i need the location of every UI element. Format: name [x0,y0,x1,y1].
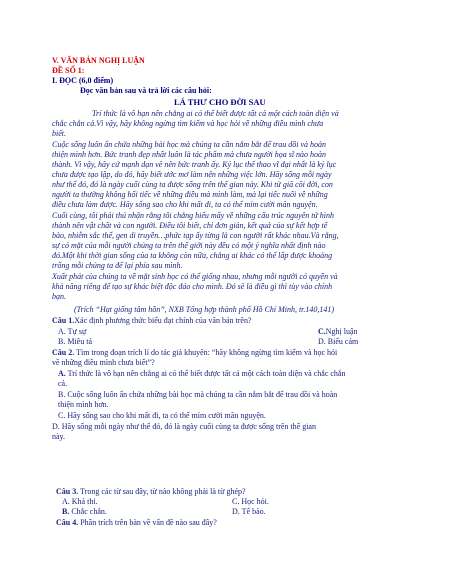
passage-line: thành nên vật chất và con người. Điều tôi biết, chỉ đơn giản, kết quả của sự kết hợp tế [52,221,328,230]
passage-title: LÁ THƯ CHO ĐỜI SAU [174,97,266,107]
q1-option-b[interactable] [58,337,92,347]
option-text: Cuộc sống luôn ẩn chứa những bài học mà chúng ta cần nắm bắt để trau dồi và hoàn [65,390,338,399]
q2-option-d[interactable] [52,422,316,432]
option-text-cont: này. [52,432,66,441]
q2-option-c[interactable] [58,411,266,421]
option-text: Chắc chắn. [69,507,107,516]
question-label: Câu 4. [56,518,79,527]
passage-line: sự có mặt của mỗi người chúng ta trên thế giới này đều có một ý nghĩa nhất định nào [52,241,326,250]
q3-option-c[interactable] [232,497,269,507]
option-text-cont: cả. [58,379,68,388]
option-label: B. [62,507,70,516]
option-text: Học hỏi. [239,497,269,506]
passage-line: Trí thức là vô hạn nên chẳng ai có thể biết được tất cả một cách toàn diện và [92,109,339,118]
passage-line: thành. Vì vậy, hãy cứ mạnh dạn vẽ nên bức tranh ấy. Kỷ lục thế thao vĩ đại nhất là kỷ lục [52,160,337,169]
passage-line: điều chưa làm được. Hãy sống sao cho khi mất đi, ta có thể mỉm cười mãn nguyện. [52,200,318,209]
option-label: D. [318,337,326,346]
option-label: B. [58,390,66,399]
option-text: Hãy sống sao cho khi mất đi, ta có thể mỉm cười mãn nguyện. [65,411,266,420]
question-text: Tìm trong đoạn trích lí do tác giả khuyên: “hãy không ngừng tìm kiếm và học hỏi [74,348,338,357]
question-text-cont: về những điều mình chưa biết”? [52,358,155,367]
passage-line: biết. [52,129,66,138]
passage-line: Xuất phát của chúng ta về mặt sinh học có thể giống nhau, nhưng mỗi người có quyền và [52,272,338,281]
citation: (Trích “Hạt giống tâm hồn”, NXB Tổng hợp thành phố Hồ Chí Minh, tr.140,141) [74,305,335,314]
section-heading: V. VĂN BẢN NGHỊ LUẬN [52,56,145,65]
option-text: Biểu cảm [325,337,359,346]
option-text: Hãy sống mỗi ngày như thể đó, đó là ngày cuối cùng ta được sống trên thế gian [59,422,316,431]
question-4 [56,518,217,528]
passage-line: Cuộc sống luôn ẩn chứa những bài học mà chúng ta cần nắm bắt để trau dồi và hoàn [52,140,327,149]
q3-option-b[interactable] [62,507,107,517]
option-text: Miêu tả [65,337,93,346]
passage-line: Cuối cùng, tôi phải thú nhận rằng tôi chẳng hiểu mấy về những cấu trúc nguyên tử hình [52,211,335,220]
part-heading: I. ĐỌC (6,0 điểm) [52,76,114,85]
passage-line: chắc chắn cả.Vì vậy, hãy không ngừng tìm kiếm và học hỏi về những điều mình chưa [52,119,324,128]
q1-option-a[interactable] [58,327,86,337]
q1-option-d[interactable] [318,337,358,347]
passage-line: bào, nhiễm sắc thể, gen di truyền…phức tạp ấy từng là con người rất khác nhau.Và rằng, [52,231,339,240]
option-label: B. [58,337,66,346]
q2-option-a[interactable] [58,369,345,379]
option-label: D. [52,422,60,431]
passage-line: người ta thường không hối tiếc về những điều mà mình làm, mà lại tiếc nuối về những [52,190,328,199]
option-label: A. [62,497,70,506]
q1-option-c[interactable] [318,327,358,337]
passage-line: đó.Một khi thời gian sống của ta không còn nữa, chẳng ai khác có thể lấp được khoảng [52,251,333,260]
option-text: Nghị luận [325,327,358,336]
question-label: Câu 1. [52,316,75,325]
option-text: Tự sự [65,327,87,336]
q3-option-d[interactable] [232,507,266,517]
question-label: Câu 3. [56,487,79,496]
question-label: Câu 2. [52,348,75,357]
option-label: C. [318,327,326,336]
option-label: D. [232,507,240,516]
passage-line: thiện mình hơn. Bức tranh đẹp nhất luôn là tác phẩm mà chưa người họa sĩ nào hoàn [52,150,327,159]
question-2 [52,348,337,358]
passage-line: bạn. [52,292,66,301]
question-text: Xác định phương thức biểu đạt chính của văn bản trên? [74,316,252,325]
passage-line: trống mỗi chúng ta để lại phía sau mình. [52,261,183,270]
question-text: Trong các từ sau đây, từ nào không phải là từ ghép? [78,487,246,496]
passage-line: như thể đó, đó là ngày cuối cùng ta được sống trên thế gian này. Khi từ giã cõi đời, con [52,180,333,189]
passage-line: khả năng riêng để tạo sự khác biệt độc đáo cho mình. Đó sẽ là điều gì thì tùy vào chính [52,282,333,291]
option-label: C. [232,497,240,506]
option-text: Khả thi. [69,497,98,506]
option-text: Tế bào. [239,507,266,516]
question-text: Phần trích trên bàn về vấn đề nào sau đây? [78,518,217,527]
q2-option-b[interactable] [58,390,337,400]
question-3 [56,487,246,497]
option-text: Trí thức là vô hạn nên chẳng ai có thể biết được tất cả một cách toàn diện và chắc chắn [65,369,346,378]
option-label: C. [58,411,66,420]
passage-line: chưa được tạo lập, do đó, hãy biết ước mơ làm nên những việc lớn. Hãy sống mỗi ngày [52,170,332,179]
question-1 [52,316,252,326]
option-label: A. [58,327,66,336]
option-label: A. [58,369,66,378]
instruction: Đọc văn bản sau và trả lời các câu hỏi: [80,86,212,95]
q3-option-a[interactable] [62,497,98,507]
exam-heading: ĐỀ SỐ 1: [52,66,85,75]
option-text-cont: thiện mình hơn. [58,400,109,409]
